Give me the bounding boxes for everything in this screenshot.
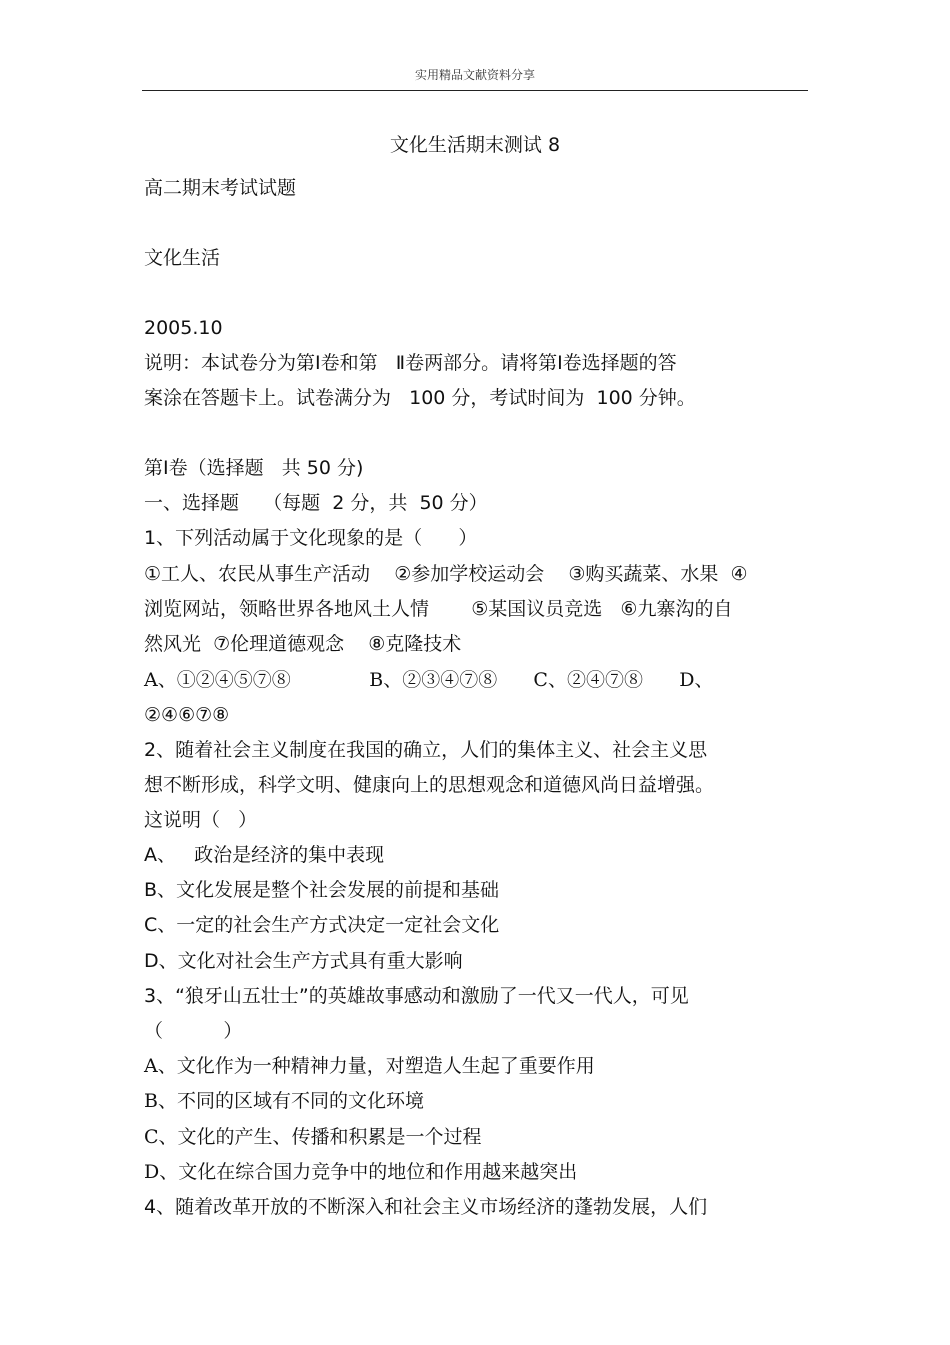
question-1-item-line: ①工人、农民从事生产活动 ②参加学校运动会 ③购买蔬菜、水果 ④ [144, 563, 748, 585]
question-2-option-b: B、文化发展是整个社会发展的前提和基础 [144, 879, 500, 901]
date-line: 2005.10 [144, 317, 223, 339]
question-1-options-wrap: ②④⑥⑦⑧ [144, 704, 230, 726]
question-4-stem: 4、随着改革开放的不断深入和社会主义市场经济的蓬勃发展，人们 [144, 1196, 708, 1218]
question-3-option-b: B、不同的区域有不同的文化环境 [144, 1090, 424, 1112]
header-divider [142, 90, 808, 91]
question-2-option-c: C、一定的社会生产方式决定一定社会文化 [144, 914, 500, 936]
question-1-stem: 1、下列活动属于文化现象的是（ ） [144, 527, 478, 549]
question-2-stem: 2、随着社会主义制度在我国的确立，人们的集体主义、社会主义思 [144, 739, 708, 761]
section-title: 一、选择题 （每题 2 分，共 50 分） [144, 492, 488, 514]
page-header: 实用精品文献资料分享 [414, 68, 535, 82]
instructions-line: 说明：本试卷分为第Ⅰ卷和第 Ⅱ卷两部分。请将第Ⅰ卷选择题的答 [144, 352, 677, 374]
subject-line: 文化生活 [144, 247, 221, 269]
question-3-option-c: C、文化的产生、传播和积累是一个过程 [144, 1126, 482, 1148]
question-1-options: A、①②④⑤⑦⑧ B、②③④⑦⑧ C、②④⑦⑧ D、 [144, 669, 714, 691]
part-title: 第Ⅰ卷（选择题 共 50 分) [144, 457, 364, 479]
document-subtitle: 高二期末考试试题 [144, 177, 297, 199]
question-3-stem: 3、“狼牙山五壮士”的英雄故事感动和激励了一代又一代人，可见 [144, 985, 689, 1007]
instructions-line: 案涂在答题卡上。试卷满分为 100 分，考试时间为 100 分钟。 [144, 387, 696, 409]
question-2-option-a: A、 政治是经济的集中表现 [144, 844, 385, 866]
question-1-item-line: 然风光 ⑦伦理道德观念 ⑧克隆技术 [144, 633, 462, 655]
question-1-item-line: 浏览网站，领略世界各地风土人情 ⑤某国议员竞选 ⑥九寨沟的自 [144, 598, 733, 620]
document-title: 文化生活期末测试 8 [389, 134, 561, 156]
question-2-option-d: D、文化对社会生产方式具有重大影响 [144, 950, 463, 972]
question-3-option-a: A、文化作为一种精神力量，对塑造人生起了重要作用 [144, 1055, 595, 1077]
question-3-option-d: D、文化在综合国力竞争中的地位和作用越来越突出 [144, 1161, 578, 1183]
question-2-stem: 想不断形成，科学文明、健康向上的思想观念和道德风尚日益增强。 [144, 774, 715, 796]
question-2-stem: 这说明（ ） [144, 809, 258, 831]
question-3-stem: （ ） [144, 1020, 243, 1042]
